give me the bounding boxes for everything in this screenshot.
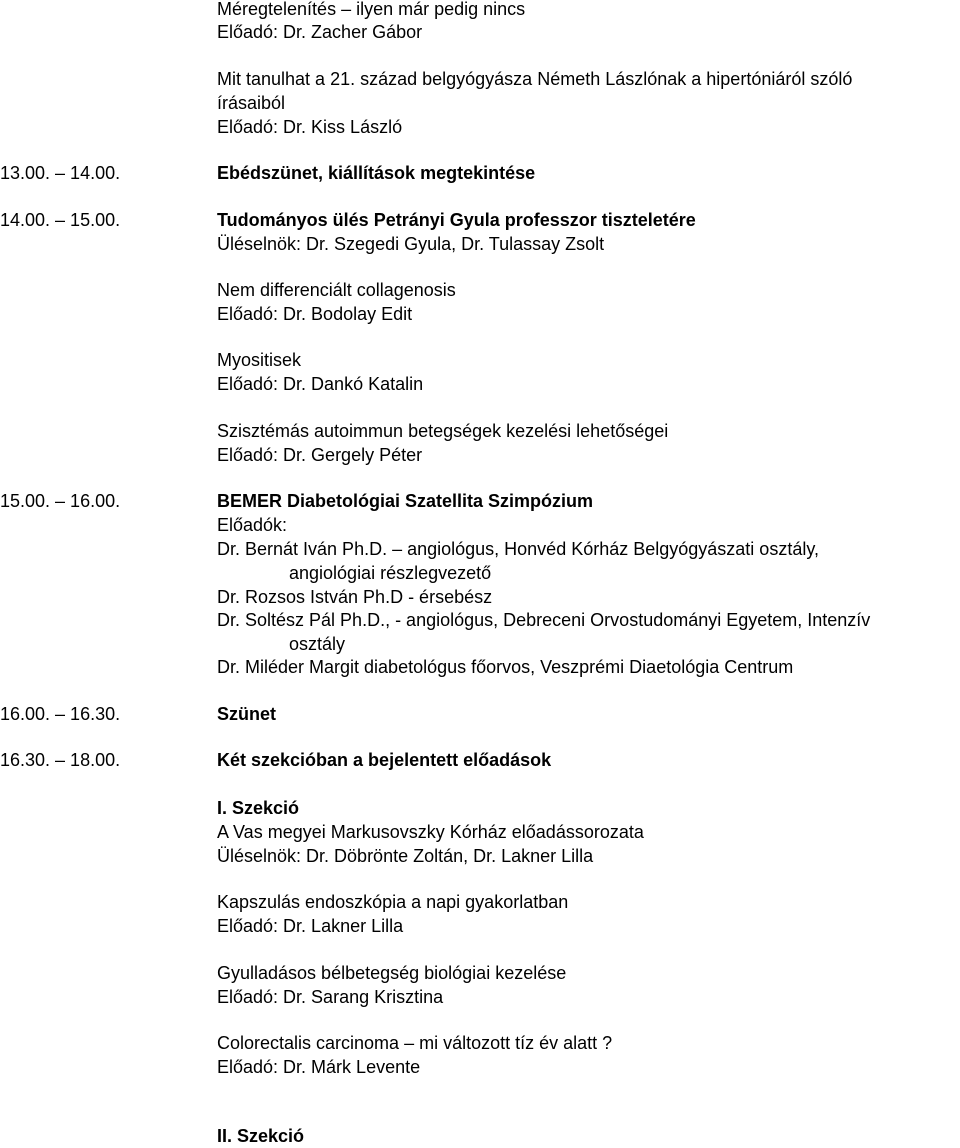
talk-title: Kapszulás endoszkópia a napi gyakorlatban — [217, 892, 569, 912]
talk-title-continued: írásaiból — [217, 93, 286, 113]
speaker-entry: Dr. Rozsos István Ph.D - érsebész — [217, 587, 493, 607]
talk-speaker: Előadó: Dr. Sarang Krisztina — [217, 987, 444, 1007]
talk-title: Méregtelenítés – ilyen már pedig nincs — [217, 0, 526, 19]
talk-title: Mit tanulhat a 21. század belgyógyásza Németh Lászlónak a hipertóniáról szóló — [217, 69, 853, 89]
speaker-entry: Dr. Bernát Iván Ph.D. – angiológus, Honvéd Kórház Belgyógyászati osztály, — [217, 539, 819, 559]
speaker-entry: Dr. Soltész Pál Ph.D., - angiológus, Debreceni Orvostudományi Egyetem, Intenzív — [217, 610, 871, 630]
talk-title: Nem differenciált collagenosis — [217, 280, 456, 300]
speaker-entry-continued: angiológiai részlegvezető — [289, 563, 492, 583]
talk-title: Colorectalis carcinoma – mi változott tíz év alatt ? — [217, 1033, 613, 1053]
program-title: Két szekcióban a bejelentett előadások — [217, 750, 552, 770]
talk-title: Szisztémás autoimmun betegségek kezelési lehetőségei — [217, 421, 669, 441]
section-heading: I. Szekció — [217, 798, 300, 818]
talk-title: Myositisek — [217, 350, 302, 370]
section-series: A Vas megyei Markusovszky Kórház előadássorozata — [217, 822, 644, 842]
speaker-entry-continued: osztály — [289, 634, 346, 654]
session-chairs: Üléselnök: Dr. Döbrönte Zoltán, Dr. Lakner Lilla — [217, 846, 594, 866]
talk-speaker: Előadó: Dr. Dankó Katalin — [217, 374, 424, 394]
section-heading: II. Szekció — [217, 1126, 305, 1146]
talk-title: Gyulladásos bélbetegség biológiai kezelése — [217, 963, 567, 983]
talk-speaker: Előadó: Dr. Bodolay Edit — [217, 304, 413, 324]
time-slot: 13.00. – 14.00. — [0, 163, 121, 183]
speakers-label: Előadók: — [217, 515, 288, 535]
talk-speaker: Előadó: Dr. Kiss László — [217, 117, 403, 137]
program-title: BEMER Diabetológiai Szatellita Szimpózium — [217, 491, 594, 511]
talk-speaker: Előadó: Dr. Márk Levente — [217, 1057, 421, 1077]
program-title: Ebédszünet, kiállítások megtekintése — [217, 163, 536, 183]
time-slot: 15.00. – 16.00. — [0, 491, 121, 511]
talk-speaker: Előadó: Dr. Lakner Lilla — [217, 916, 404, 936]
session-chairs: Üléselnök: Dr. Szegedi Gyula, Dr. Tulassay Zsolt — [217, 234, 605, 254]
talk-speaker: Előadó: Dr. Zacher Gábor — [217, 22, 423, 42]
time-slot: 16.00. – 16.30. — [0, 704, 121, 724]
talk-speaker: Előadó: Dr. Gergely Péter — [217, 445, 423, 465]
speaker-entry: Dr. Miléder Margit diabetológus főorvos, Veszprémi Diaetológia Centrum — [217, 657, 794, 677]
time-slot: 14.00. – 15.00. — [0, 210, 121, 230]
program-title: Szünet — [217, 704, 277, 724]
time-slot: 16.30. – 18.00. — [0, 750, 121, 770]
program-title: Tudományos ülés Petrányi Gyula professzor tiszteletére — [217, 210, 696, 230]
